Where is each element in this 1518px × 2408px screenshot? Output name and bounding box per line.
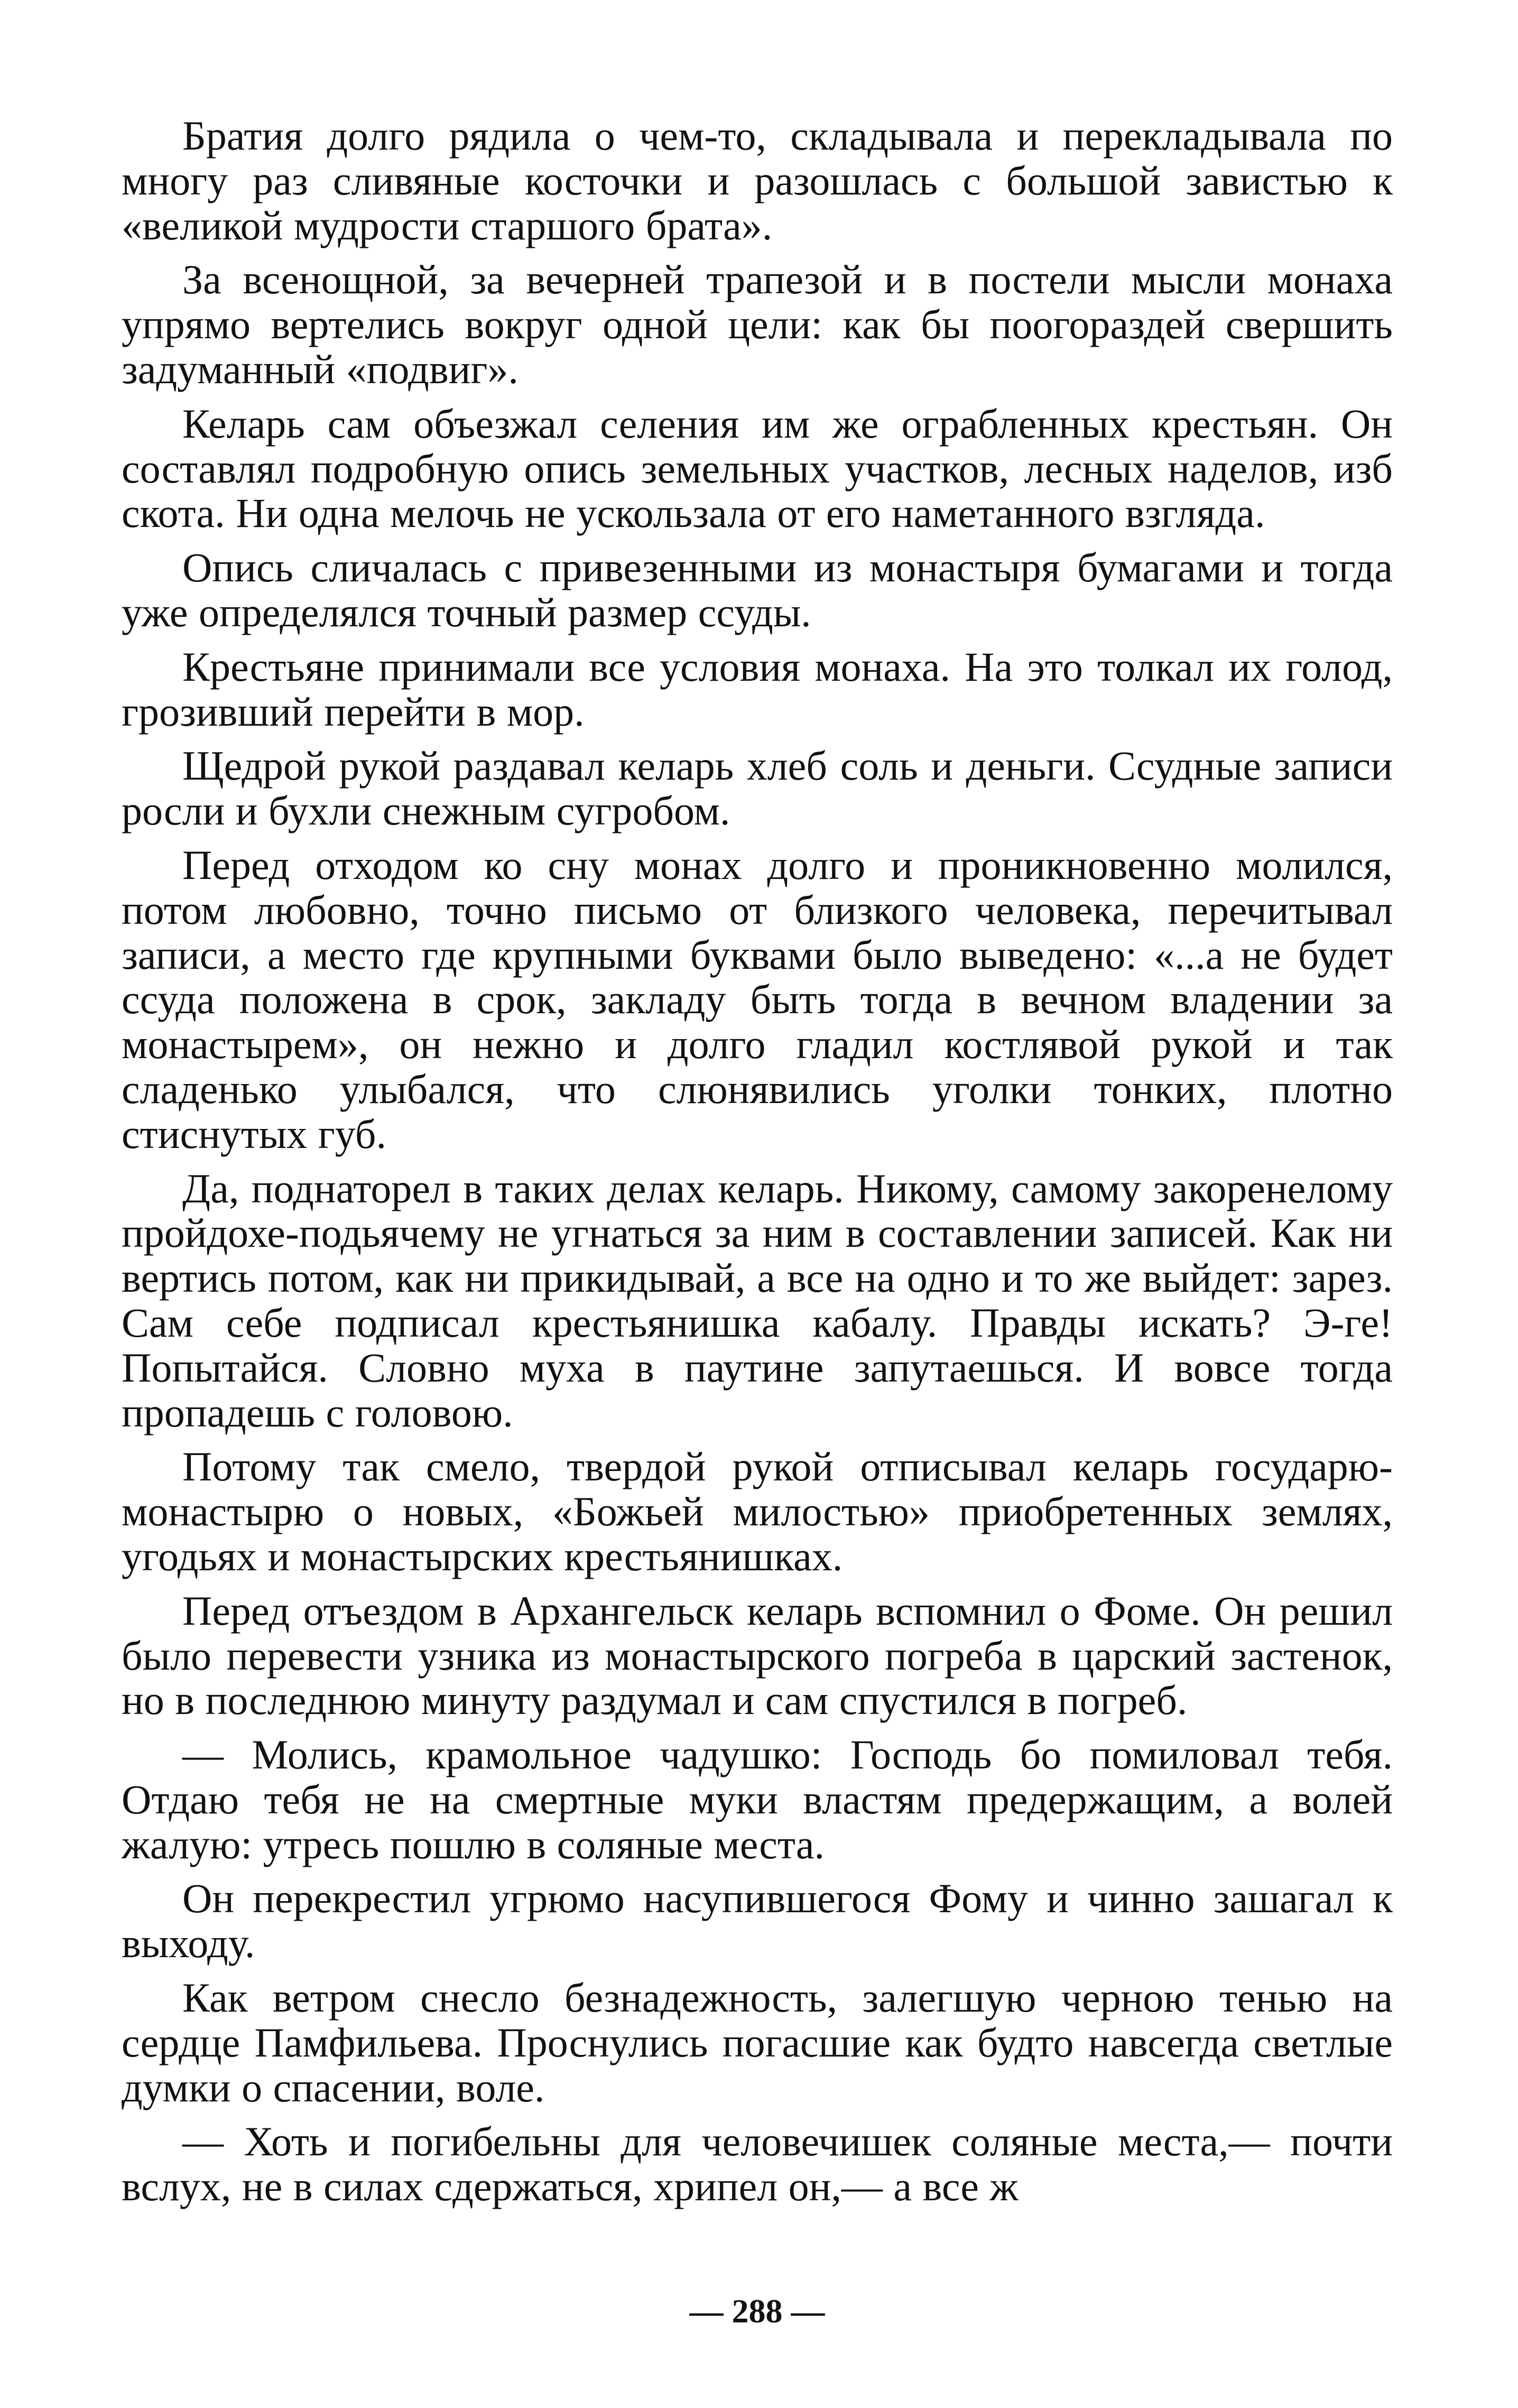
paragraph-10: Перед отъездом в Архангельск келарь вспомнил о Фоме. Он решил было перевести узника из монастырского погреба в царский застенок, но в последнюю минуту раздумал и сам спустился в погреб.	[122, 1587, 1393, 1724]
paragraph-8: Да, поднаторел в таких делах келарь. Никому, самому закоренелому пройдохе-подьячему не угнаться за ним в составлении записей. Как ни вертись потом, как ни прикидывай, а все на одно и то же выйдет: зарез. Сам себе подписал крестьянишка кабалу. Правды искать? Э-ге! Попытайся. Словно муха в паутине запутаешься. И вовсе тогда пропадешь с головою.	[122, 1165, 1393, 1435]
paragraph-13: Как ветром снесло безнадежность, залегшую черною тенью на сердце Памфильева. Проснулись погасшие как будто навсегда светлые думки о спасении, воле.	[122, 1975, 1393, 2110]
paragraph-4: Опись сличалась с привезенными из монастыря бумагами и тогда уже определялся точный размер ссуды.	[122, 544, 1393, 635]
page-number: — 288 —	[689, 2292, 825, 2330]
paragraph-2: За всенощной, за вечерней трапезой и в постели мысли монаха упрямо вертелись вокруг одной цели: как бы поогораздей свершить задуманный «подвиг».	[122, 256, 1393, 392]
paragraph-7: Перед отходом ко сну монах долго и проникновенно молился, потом любовно, точно письмо от близкого человека, перечитывал записи, а место где крупными буквами было выведено: «...а не будет ссуда положена в срок, закладу быть тогда в вечном владении за монастырем», он нежно и долго гладил костлявой рукой и так сладенько улыбался, что слюнявились уголки тонких, плотно стиснутых губ.	[122, 841, 1393, 1157]
paragraph-14: — Хоть и погибельны для человечишек соляные места,— почти вслух, не в силах сдержаться, хрипел он,— а все ж	[122, 2118, 1393, 2210]
paragraph-12: Он перекрестил угрюмо насупившегося Фому и чинно зашагал к выходу.	[122, 1875, 1393, 1967]
book-page	[122, 114, 1393, 2355]
text-body	[122, 114, 1393, 2219]
paragraph-5: Крестьяне принимали все условия монаха. На это толкал их голод, грозивший перейти в мор.	[122, 643, 1393, 735]
paragraph-11: — Молись, крамольное чадушко: Господь бо помиловал тебя. Отдаю тебя не на смертные муки властям предержащим, а волей жалую: утресь пошлю в соляные места.	[122, 1731, 1393, 1867]
paragraph-6: Щедрой рукой раздавал келарь хлеб соль и деньги. Ссудные записи росли и бухли снежным сугробом.	[122, 743, 1393, 834]
paragraph-9: Потому так смело, твердой рукой отписывал келарь государю-монастырю о новых, «Божьей милостью» приобретенных землях, угодьях и монастырских крестьянишках.	[122, 1443, 1393, 1579]
paragraph-3: Келарь сам объезжал селения им же ограбленных крестьян. Он составлял подробную опись земельных участков, лесных наделов, изб скота. Ни одна мелочь не ускользала от его наметанного взгляда.	[122, 400, 1393, 536]
paragraph-1: Братия долго рядила о чем-то, складывала и перекладывала по многу раз сливяные косточки и разошлась с большой завистью к «великой мудрости старшого брата».	[122, 113, 1393, 248]
